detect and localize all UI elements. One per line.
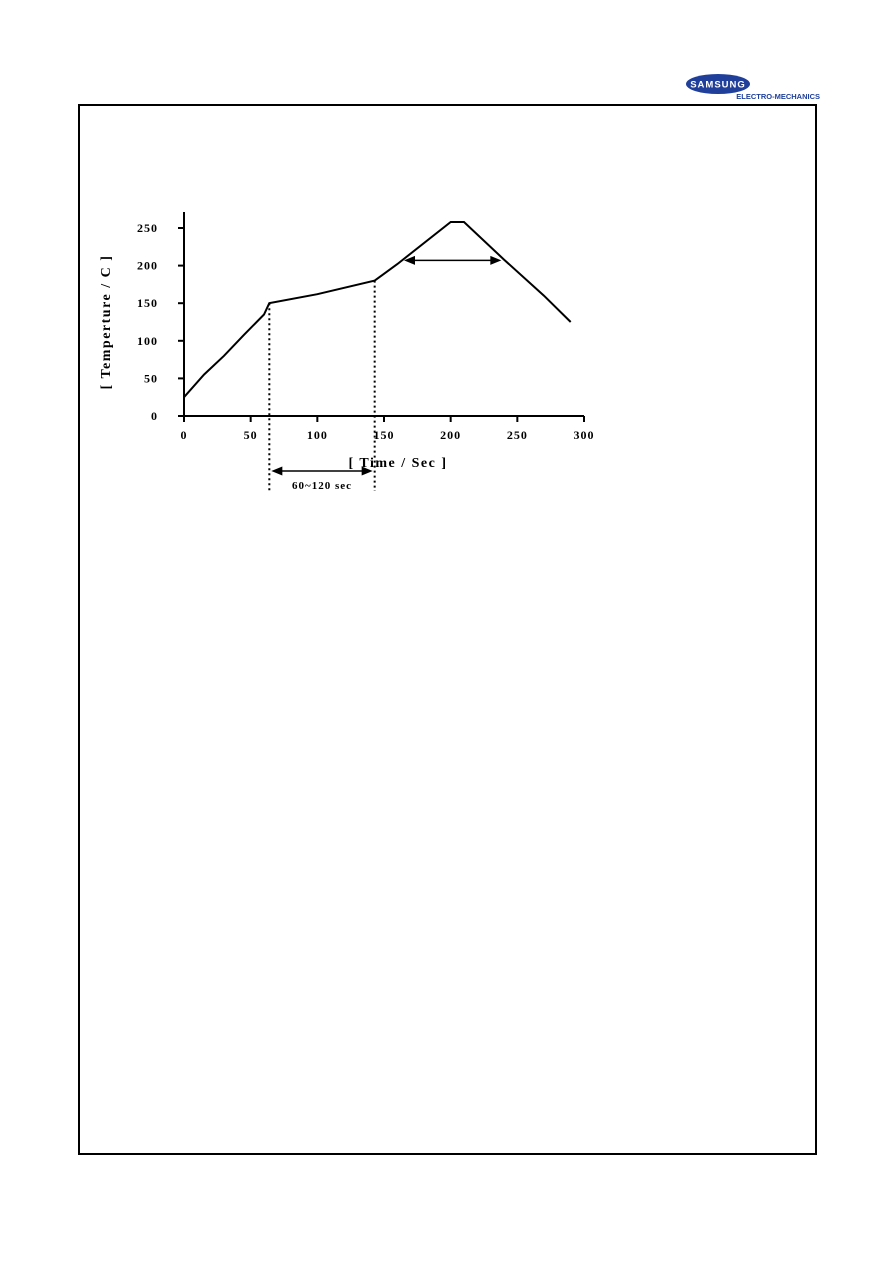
- x-tick-label: 50: [243, 428, 258, 442]
- arrow-head-left: [271, 467, 282, 476]
- reflow-duration-arrow: [404, 256, 501, 265]
- y-tick-label: 250: [137, 221, 158, 235]
- samsung-electro-mechanics-logo: [684, 72, 820, 102]
- x-tick-label: 300: [573, 428, 595, 442]
- x-ticks: [181, 416, 595, 442]
- y-tick-label: 50: [144, 371, 158, 386]
- y-ticks: [137, 221, 184, 423]
- temperature-profile-line: [184, 222, 571, 397]
- y-tick-label: 0: [151, 409, 158, 423]
- x-tick-label: 250: [506, 428, 528, 442]
- y-axis-label: [ Temperture / C ]: [99, 254, 114, 390]
- x-tick-label: 100: [306, 428, 328, 442]
- x-tick-label: 0: [180, 428, 188, 442]
- x-tick-label: 200: [440, 428, 462, 442]
- brand-name: SAMSUNG: [690, 79, 746, 91]
- y-tick-label: 100: [137, 333, 158, 348]
- arrow-head-right: [490, 256, 501, 265]
- brand-division: ELECTRO-MECHANICS: [736, 92, 820, 101]
- preheat-duration-label: 60~120 sec: [291, 480, 353, 492]
- x-axis-label: [ Time / Sec ]: [348, 456, 448, 471]
- reflow-profile-chart: [90, 200, 610, 500]
- y-tick-label: 200: [137, 258, 158, 273]
- y-tick-label: 150: [137, 296, 158, 311]
- x-tick-label: 150: [373, 428, 395, 442]
